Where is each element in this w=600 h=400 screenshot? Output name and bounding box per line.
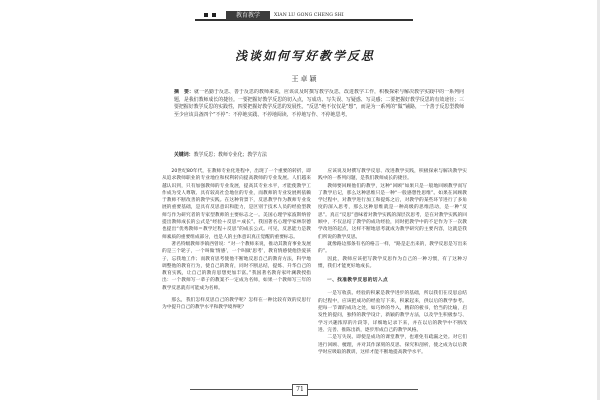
header-journal-pinyin: XIAN LU GONG CHENG SHI xyxy=(274,13,344,18)
body-paragraph: 应该说及时撰写教学反思、改进教学实践，积极探索与解决教学实践中的一系列问题，是我们教师成长的捷径。 xyxy=(318,169,467,182)
article-keywords xyxy=(174,151,464,159)
keywords-label: 关键词： xyxy=(174,152,194,158)
header-column-tab xyxy=(226,11,270,20)
body-paragraph: 那么，我们怎样反思自己的教学呢？怎样在一种比较有效的反思行为中提升自己的教学水平和教学境界呢？ xyxy=(162,298,311,311)
header-column-name: 教育教学 xyxy=(235,12,260,19)
body-paragraph: 就像路边那条有名的格言一样，“路是走出来的，教学反思是写出来的”。 xyxy=(318,241,467,255)
page-number: 71 xyxy=(292,384,308,396)
header-square-left xyxy=(204,13,208,17)
body-column-left xyxy=(162,168,311,380)
abstract-label: 摘 要： xyxy=(174,89,195,95)
header-square-mid xyxy=(212,13,216,17)
body-paragraph: 二是写失误。即使是成功的课堂教学，也难免有疏漏之处。对它们进行回顾、梳理，并对其作深刻的反思、探究和剖析，使之成为以后教学时应吸取的教训，这样才能不断地提高教学水平。 xyxy=(318,335,467,355)
section-heading: 一、找准教学反思的切入点 xyxy=(327,278,389,284)
keywords-text: 教学反思；教师专业化；教学方法 xyxy=(193,152,267,158)
article-author: 王卓颖 xyxy=(291,75,319,83)
body-paragraph: 因此，教师应该把写教学反思作为自己的一种习惯，有了这种习惯，我们才能更好地成长。 xyxy=(318,256,467,269)
article-title: 浅谈如何写好教学反思 xyxy=(234,49,375,63)
body-column-right xyxy=(318,168,467,380)
article-abstract xyxy=(174,89,464,151)
body-paragraph: 著名特级教师李镇西曾说：“对一个教师来说，推动其教育事业发展的是三个轮子，一个叫做‘情感’，一个叫做‘思考’，教育情感使他热爱孩子，忘我地工作；而教育思考使他不断地反思自己的教育方法，科学地调整他的教育行为，使自己的教育，同时不断总结，提炼、升华自己的教育实践，让自己的教育思想更加丰富。”我国著名教育家叶澜教授指出：一个教师写一辈子的教案不一定成为名师，如果一个教师写三年的教学反思就有可能成为名师。 xyxy=(162,241,311,291)
body-paragraph: 一是写收获。经验的积累是教学进步的基础，所以我们在反思总结的过程中，应该把成功的经验写下来，积累起来，供以后的教学参考。把每一节课的成功之处，如巧妙的导入，精彩的板书，恰当的比喻，启发性的提问，独特的教学设计，新颖的教学方法，以及学生积极参与、学习兴趣浓厚的片段等，详细地记录下来，并在以后的教学中不断改进、完善、推陈出新，逐步形成自己的教学风格。 xyxy=(318,291,467,333)
body-paragraph: 20世纪80年代，在教师专业化进程中，出现了一个重要的转折，即从追求教师职业的专业地位和权利转向提高教师的专业发展。人们越来越认识到，只有加强教师的专业发展，提高其专业水平，才能使教学工作成为受人尊敬、具有较高社会地位的专业，而教师的专业发展则依赖于教师不断改善的教学实践。在这种背景下，反思教学作为教师专业发展的重要基础，是具有反思意识和能力，是区别于技术人员的经验型教师与作为研究者的专家型教师的主要标志之一。美国心理学家波斯纳曾提出教师成长的公式是“经验＋反思＝成长”。我国著名心理学家林崇德也提出“优秀教师＝教学过程＋反思”的成长公式。可见，反思能力是教师素质的重要组成部分，也是人的主体意识真正觉醒的重要标志。 xyxy=(162,169,311,240)
body-paragraph: 教师要回顾他们的教学，这种“回顾”如果只是一般地回顾教学而写了教学后记，那么这种思维只是一种“一般感想性思维”。如果在回顾教学过程中，对教学进行加工和提炼之后，对教学的某些环节进行了多角度的深入思考，那么这种思维就是一种高级的思维活动，是一种“反思”。真正“反思”意味着对教学实践的深层次思考，是在对教学实践的回顾中，不仅总结了教学的成功经验，同时把教学中的不足作为下一次教学改进的起点，这样不断地思考就成为教学研究的主要内容，这就是我们所说的教学反思。 xyxy=(318,183,467,240)
abstract-text: 就一名勤于反思、善于反思的教师来说，应该议及时撰写教学反思，改进教学工作，积极探索与解决教学实践中的一系列问题，是我们教师成长的捷径。一要把握好教学反思的切入点，写成功、写失误、写疑惑、写灵感；二要把握好教学反思的有效途径；三要把握好教学反思的实践性，四要把握好教学反思的发展性。“反思”绝不仅仅是“想”，而是为一系列的“做”铺路，一个善于反思型教师至少应该具备四个“不停”：不停地实践、不停地阅读、不停地写作、不停地思考。 xyxy=(174,89,464,118)
